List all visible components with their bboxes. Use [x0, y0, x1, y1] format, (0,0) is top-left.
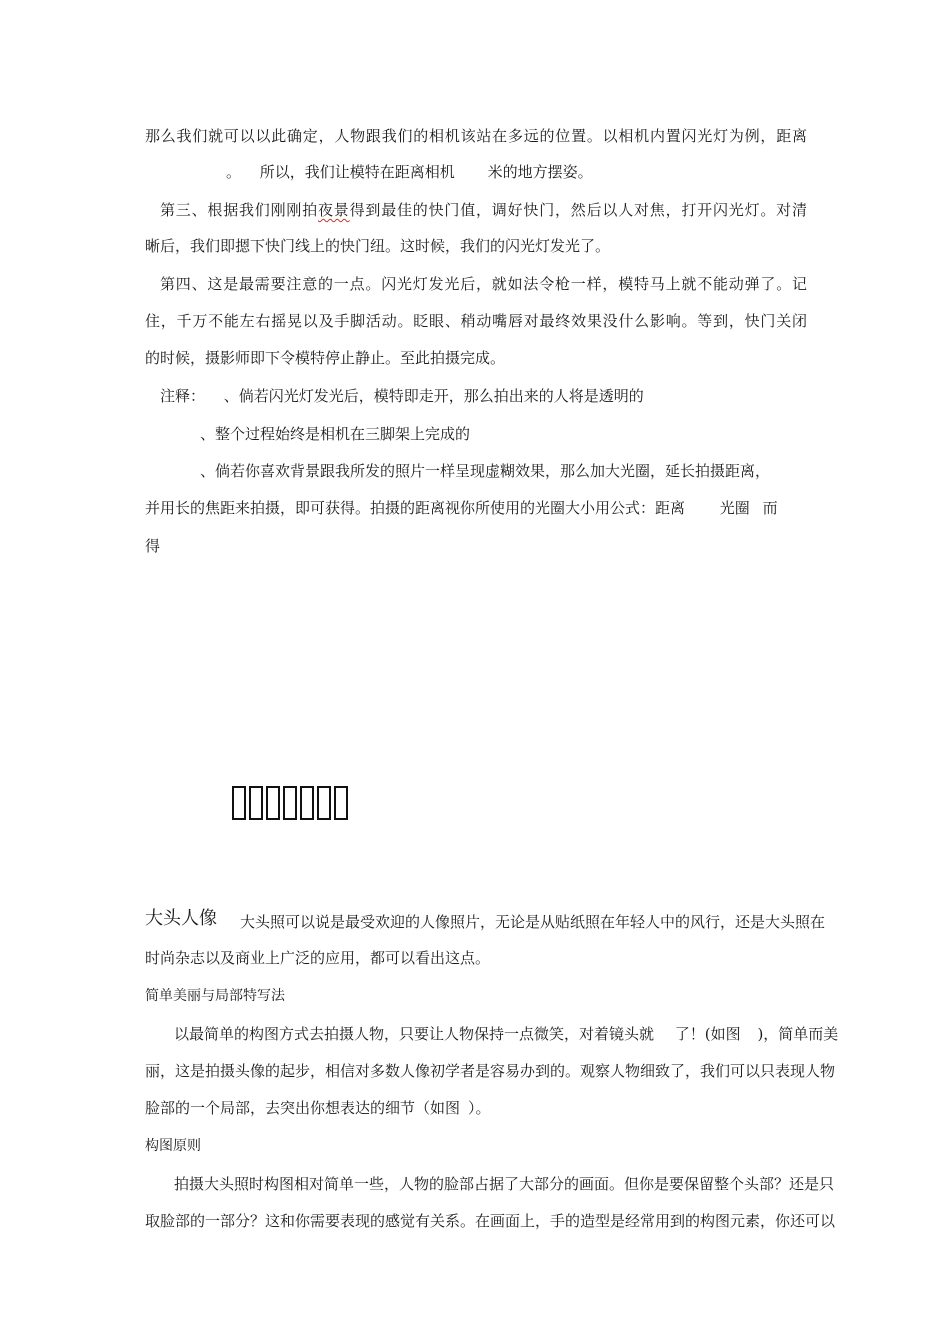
text-line: 、整个过程始终是相机在三脚架上完成的 — [200, 425, 471, 443]
text-line: 那么我们就可以以此确定，人物跟我们的相机该站在多远的位置。以相机内置闪光灯为例，距离 — [145, 127, 807, 145]
text-line: 住，千万不能左右摇晃以及手脚活动。眨眼、稍动嘴唇对最终效果没什么影响。等到，快门关闭 — [145, 312, 807, 330]
text-line: 的时候，摄影师即下令模特停止静止。至此拍摄完成。 — [145, 349, 506, 367]
missing-glyph-box — [249, 786, 263, 820]
missing-glyph-box — [266, 786, 280, 820]
text-line: 第四、这是最需要注意的一点。闪光灯发光后，就如法令枪一样，模特马上就不能动弹了。记 — [160, 275, 807, 293]
text-line: 注释： 、倘若闪光灯发光后，模特即走开，那么拍出来的人将是透明的 — [160, 387, 644, 405]
text-line: 拍摄大头照时构图相对简单一些，人物的脸部占据了大部分的画面。但你是要保留整个头部？还是只 — [174, 1175, 835, 1193]
text-line: 丽，这是拍摄头像的起步，相信对多数人像初学者是容易办到的。观察人物细致了，我们可以只表现人物 — [145, 1062, 836, 1080]
missing-glyph-box — [300, 786, 314, 820]
subsection-heading: 简单美丽与局部特写法 — [145, 988, 285, 1004]
text-line: 、倘若你喜欢背景跟我所发的照片一样呈现虚糊效果，那么加大光圈，延长拍摄距离， — [200, 462, 771, 480]
missing-glyph-box — [334, 786, 348, 820]
subsection-heading: 构图原则 — [145, 1138, 201, 1154]
missing-glyph-heading — [232, 786, 351, 820]
section-title: 大头人像 — [145, 908, 217, 929]
text-line: 取脸部的一部分？这和你需要表现的感觉有关系。在画面上，手的造型是经常用到的构图元素，你还可以 — [145, 1212, 836, 1230]
text-line: 。 所以，我们让模特在距离相机 米的地方摆姿。 — [226, 163, 593, 181]
missing-glyph-box — [232, 786, 246, 820]
text-line: 晰后，我们即摁下快门线上的快门纽。这时候，我们的闪光灯发光了。 — [145, 237, 611, 255]
text-line: 以最简单的构图方式去拍摄人物，只要让人物保持一点微笑，对着镜头就 了！(如图 )，简单而美 — [174, 1025, 839, 1043]
text-line: 脸部的一个局部，去突出你想表达的细节（如图 ）。 — [145, 1099, 491, 1117]
text-line: 时尚杂志以及商业上广泛的应用，都可以看出这点。 — [145, 949, 491, 967]
missing-glyph-box — [283, 786, 297, 820]
text-line: 并用长的焦距来拍摄，即可获得。拍摄的距离视你所使用的光圈大小用公式：距离 光圈 而 — [145, 499, 778, 517]
text-line: 大头照可以说是最受欢迎的人像照片，无论是从贴纸照在年轻人中的风行，还是大头照在 — [240, 913, 826, 931]
missing-glyph-box — [317, 786, 331, 820]
text-line: 得 — [145, 537, 161, 555]
text-line: 第三、根据我们刚刚拍夜景得到最佳的快门值，调好快门，然后以人对焦，打开闪光灯。对清 — [160, 201, 807, 219]
spellcheck-underline: 夜景 — [318, 201, 350, 219]
